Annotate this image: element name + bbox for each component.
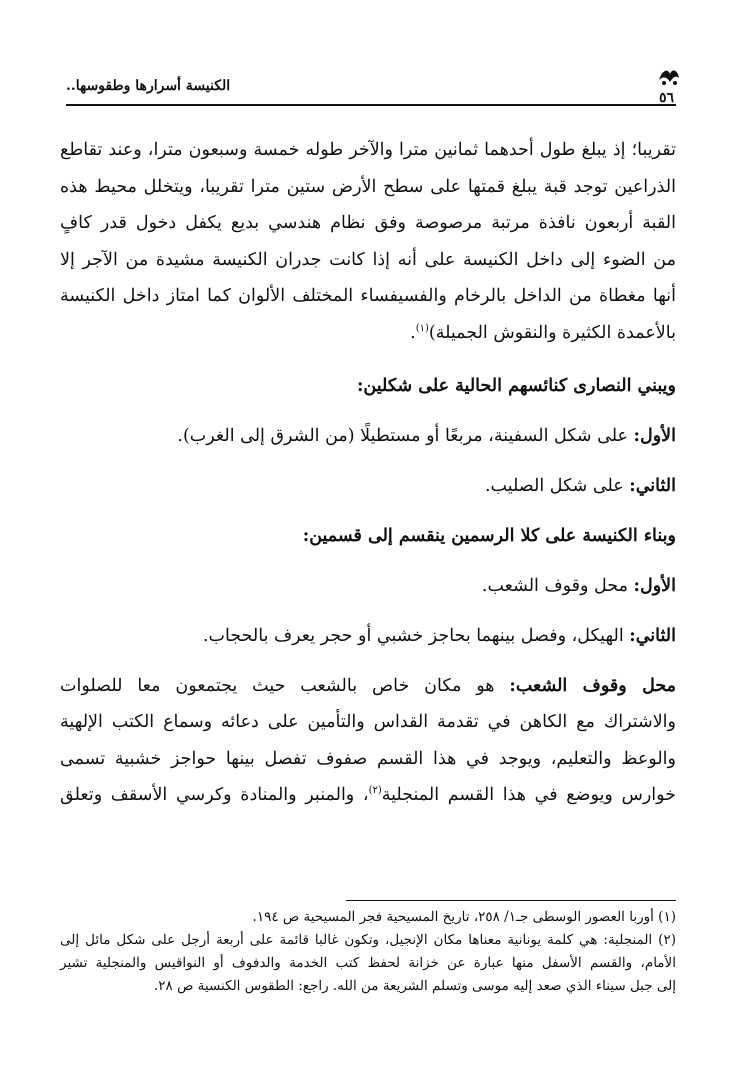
footnotes [60, 906, 676, 998]
paragraph-label: محل وقوف الشعب: [509, 675, 676, 696]
footnote: (١) أوربا العصور الوسطى جـ١/ ٢٥٨، تاريخ المسيحية فجر المسيحية ص ١٩٤. [252, 909, 676, 925]
text-line: أنها مغطاة من الداخل بالرخام والفسيفساء المختلف الألوان كما امتاز داخل الكنيسة [60, 286, 676, 307]
footnote-ref: (١) [415, 323, 429, 335]
text-line: من الضوء إلى داخل الكنيسة على أنه إذا كانت جدران الكنيسة مشيدة من الآجر إلا [60, 249, 676, 270]
text-line: الذراعين توجد قبة يبلغ قمتها على سطح الأرض ستين مترا تقريبا، ويتخلل محيط هذه [60, 176, 676, 197]
item-text: محل وقوف الشعب. [481, 575, 634, 596]
text-line [60, 777, 676, 814]
footnote-separator [346, 900, 676, 901]
text-line-part: هو مكان خاص بالشعب حيث يجتمعون معا للصلوات [60, 675, 510, 696]
item-label: الثاني: [629, 475, 676, 496]
text-line-part: خوارس ويوضع في هذا القسم المنجلية [381, 785, 677, 806]
ornament-icon [656, 66, 682, 88]
footnote: إلى جبل سيناء الذي صعد إليه موسى وتسلم الشريعة من الله. راجع: الطقوس الكنسية ص ٢٨. [153, 978, 676, 994]
item-label: الأول: [633, 575, 676, 596]
footnote: الأمام، والقسم الأسفل منها عبارة عن خزانة لحفظ كتب الخدمة والدفوف أو النواقيس والمنجلية تشير [60, 955, 676, 971]
item-text: الهيكل، وفصل بينهما بحاجز خشبي أو حجر يعرف بالحجاب. [202, 625, 630, 646]
list-item [60, 568, 676, 604]
list-item [60, 618, 676, 654]
list-item [60, 468, 676, 504]
page-header [66, 70, 676, 110]
body-text [60, 132, 676, 814]
item-label: الأول: [633, 425, 676, 446]
section-heading: وبناء الكنيسة على كلا الرسمين ينقسم إلى قسمين: [302, 525, 676, 546]
text-line: والاشتراك مع الكاهن في تقدمة القداس والتأمين على دعائه وسماع الكتب الإلهية [60, 712, 676, 733]
text-line-part: ، والمنبر والمنادة وكرسي الأسقف وتعلق [60, 785, 369, 806]
footnote-ref: (٢) [368, 785, 382, 797]
text-line: والوعظ والتعليم، ويوجد في هذا القسم صفوف تفصل بينها حواجز خشبية تسمى [60, 748, 676, 769]
text-line-part: . [410, 322, 416, 343]
text-line-part: بالأعمدة الكثيرة والنقوش الجميلة) [428, 322, 676, 343]
footnote: (٢) المنجلية: هي كلمة يونانية معناها مكان الإنجيل، وتكون غالبا قائمة على أربعة أرجل على شكل مائل إلى [60, 932, 676, 948]
text-line [60, 315, 676, 352]
closing-paragraph [60, 668, 676, 814]
item-text: على شكل السفينة، مربعًا أو مستطيلًا (من الشرق إلى الغرب). [177, 425, 634, 446]
item-label: الثاني: [629, 625, 676, 646]
intro-paragraph [60, 132, 676, 352]
text-line: القبة أربعون نافذة مرتبة مرصوصة وفق نظام هندسي بديع يكفل دخول قدر كافٍ [60, 213, 676, 234]
text-line [60, 668, 676, 705]
list-item [60, 418, 676, 454]
text-line: تقريبا؛ إذ يبلغ طول أحدهما ثمانين مترا والآخر طوله خمسة وسبعون مترا، وعند تقاطع [60, 140, 676, 160]
section-heading: ويبني النصارى كنائسهم الحالية على شكلين: [356, 375, 676, 396]
item-text: على شكل الصليب. [484, 475, 630, 496]
header-rule [66, 104, 676, 106]
running-title: الكنيسة أسرارها وطقوسها.. [66, 78, 231, 94]
page-number: ٥٦ [658, 90, 674, 106]
